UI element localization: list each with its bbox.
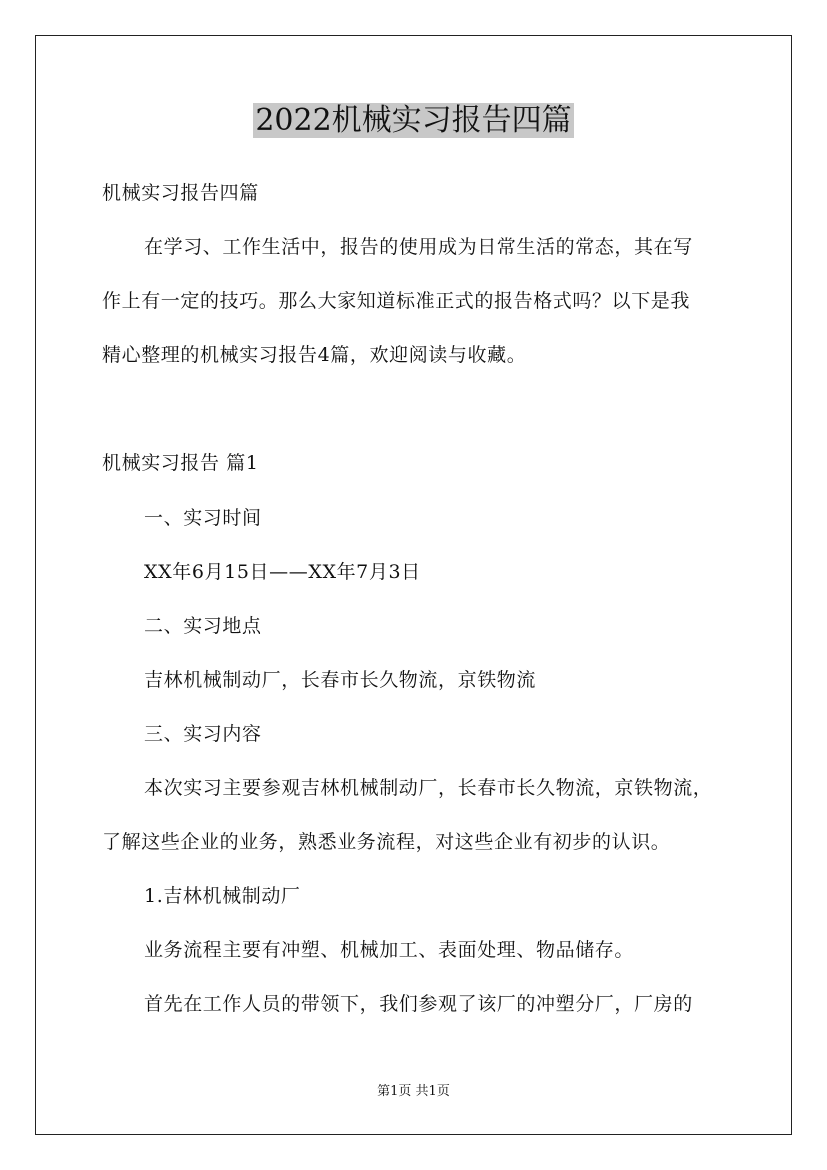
intro-line-2: 作上有一定的技巧。那么大家知道标准正式的报告格式吗？以下是我 — [102, 290, 691, 312]
page-footer: 第1页 共1页 — [377, 1084, 450, 1099]
business-process-line: 业务流程主要有冲塑、机械加工、表面处理、物品储存。 — [144, 939, 635, 961]
intro-line-3: 精心整理的机械实习报告4篇，欢迎阅读与收藏。 — [102, 344, 527, 366]
content-paragraph-line-2: 了解这些企业的业务，熟悉业务流程，对这些企业有初步的认识。 — [102, 831, 671, 853]
internship-dates: XX年6月15日——XX年7月3日 — [144, 561, 421, 583]
document-title — [0, 98, 827, 144]
section-heading: 机械实习报告 篇1 — [102, 452, 259, 474]
heading-internship-time: 一、实习时间 — [144, 507, 262, 529]
content-paragraph-line-1: 本次实习主要参观吉林机械制动厂，长春市长久物流，京铁物流， — [144, 777, 713, 799]
heading-internship-location: 二、实习地点 — [144, 615, 262, 637]
heading-internship-content: 三、实习内容 — [144, 723, 262, 745]
document-title-text: 2022机械实习报告四篇 — [255, 103, 572, 138]
subtitle: 机械实习报告四篇 — [102, 182, 259, 204]
internship-locations: 吉林机械制动厂，长春市长久物流，京铁物流 — [144, 669, 537, 691]
subheading-jilin-factory: 1.吉林机械制动厂 — [144, 885, 301, 907]
intro-line-1: 在学习、工作生活中，报告的使用成为日常生活的常态，其在写 — [144, 236, 693, 258]
visit-paragraph-line: 首先在工作人员的带领下，我们参观了该厂的冲塑分厂，厂房的 — [144, 993, 693, 1015]
